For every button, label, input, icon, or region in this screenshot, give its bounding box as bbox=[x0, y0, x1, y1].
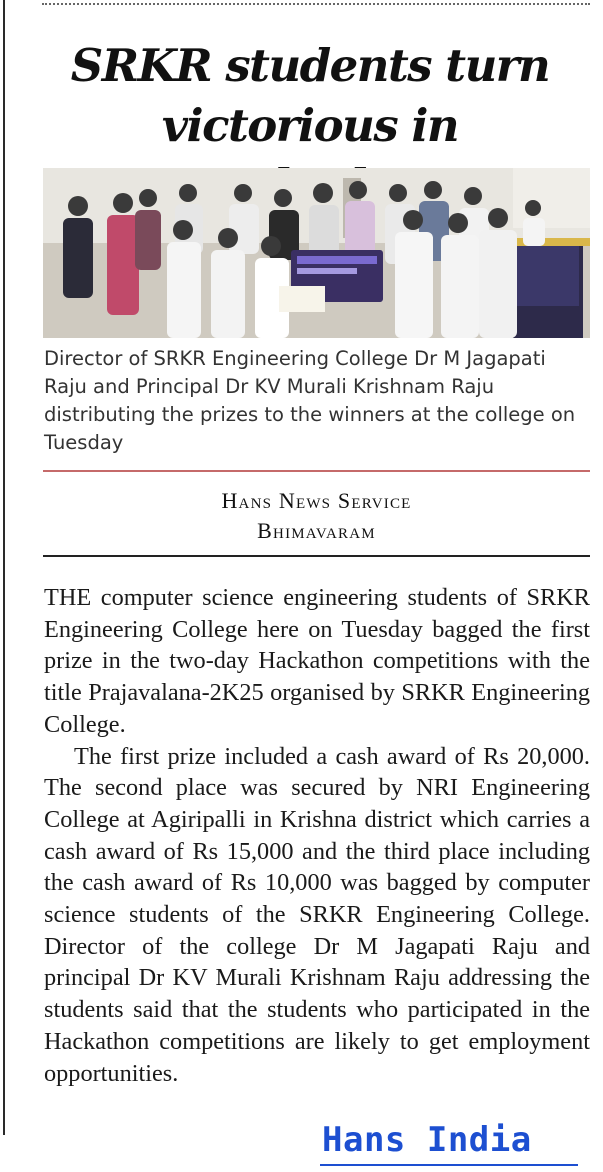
photo-caption: Director of SRKR Engineering College Dr M Jagapati Raju and Principal Dr KV Murali Krishnam Raju distributing the prizes to the winners at the college on Tuesday bbox=[44, 347, 576, 454]
article-paragraph-2: The first prize included a cash award of Rs 20,000. The second place was secured by NRI Engineering College at Agiripalli in Krishna district which carries a cash award of Rs 15,000 and the third place including the cash award of Rs 10,000 was bagged by computer science students of the SRKR Engineering College. Director of the college Dr M Jagapati Raju and principal Dr KV Murali Krishnam Raju addressing the students said that the students who participated in the Hackathon competitions are likely to get employment opportunities. bbox=[44, 742, 590, 1087]
byline-agency: Hans News Service bbox=[221, 488, 412, 513]
article-body bbox=[44, 582, 590, 1089]
byline bbox=[43, 486, 590, 546]
article-photo bbox=[43, 168, 590, 338]
column-left-rule bbox=[3, 0, 5, 1135]
byline-divider bbox=[43, 555, 590, 557]
column-top-dotted-rule bbox=[42, 3, 590, 5]
headline-line-1: SRKR students turn bbox=[70, 39, 550, 92]
watermark-underline bbox=[320, 1164, 578, 1166]
group-photo-illustration bbox=[43, 168, 590, 338]
article-paragraph-1: THE computer science engineering students of SRKR Engineering College here on Tuesday bagged the first prize in the two-day Hackathon competitions with the title Prajavalana-2K25 organised by SRKR Engineering College. bbox=[44, 584, 590, 738]
headline-line-2: victorious in bbox=[161, 99, 459, 152]
caption-divider bbox=[43, 470, 590, 472]
publisher-watermark: Hans India bbox=[322, 1120, 532, 1160]
byline-location: Bhimavaram bbox=[257, 518, 376, 543]
